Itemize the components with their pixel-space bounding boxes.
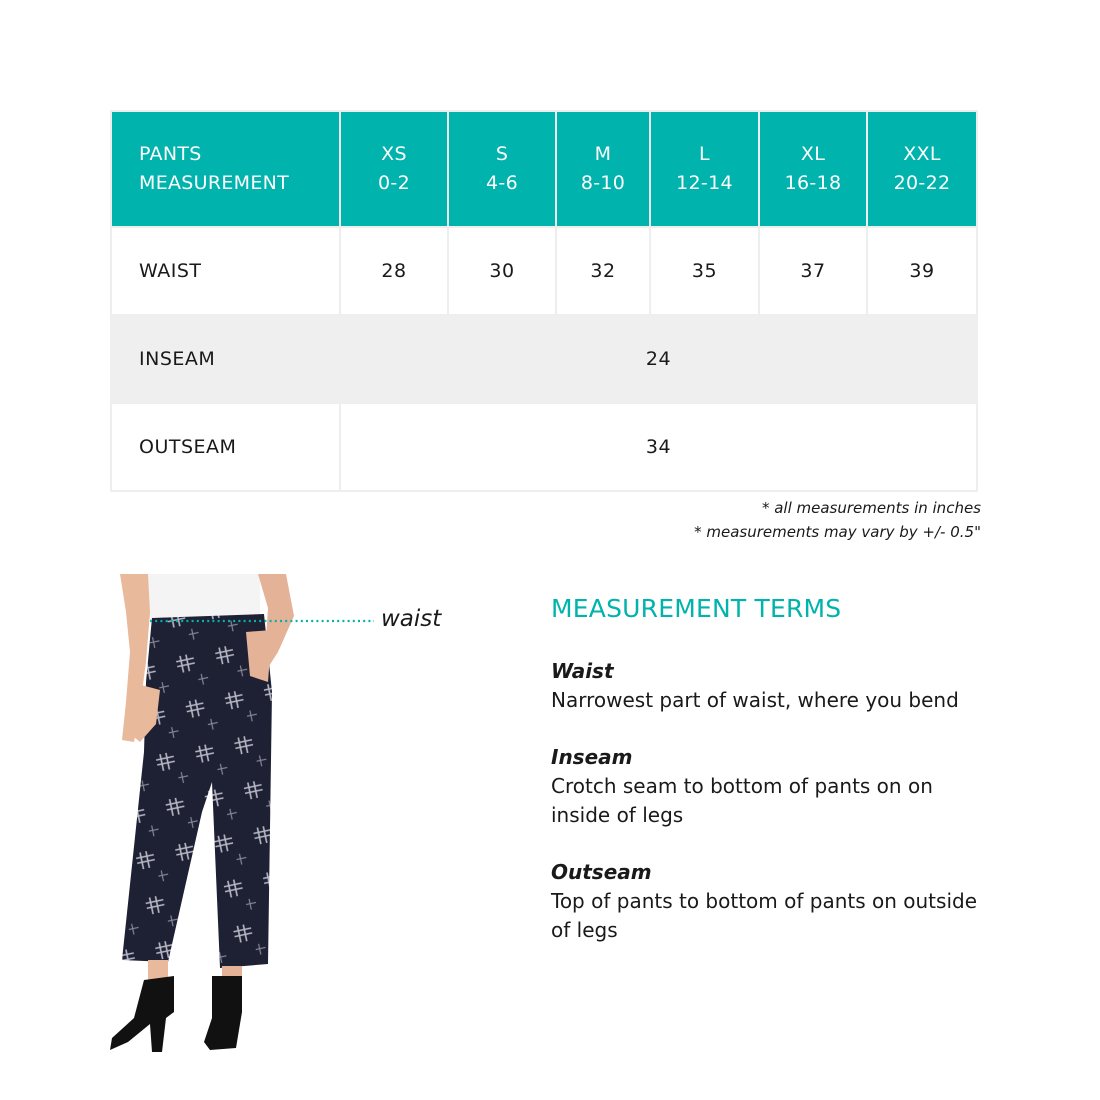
header-size-l: L 12-14: [650, 111, 759, 227]
table-row-waist: [111, 227, 977, 315]
measurement-terms: [551, 594, 991, 973]
row-label: WAIST: [111, 227, 340, 315]
term-description: Narrowest part of waist, where you bend: [551, 688, 959, 712]
term-waist: [551, 657, 991, 715]
measurement-notes: [694, 496, 981, 544]
table-cell: 39: [867, 227, 977, 315]
table-row-outseam: [111, 403, 977, 491]
term-description: Crotch seam to bottom of pants on on inside of legs: [551, 774, 933, 827]
term-description: Top of pants to bottom of pants on outside of legs: [551, 889, 977, 942]
left-shoe: [110, 976, 174, 1052]
header-size-xl: XL 16-18: [759, 111, 867, 227]
right-hand: [246, 630, 272, 682]
header-size-xs: XS 0-2: [340, 111, 448, 227]
note-inches: * all measurements in inches: [761, 499, 981, 517]
table-cell: 37: [759, 227, 867, 315]
model-pants-illustration: [108, 572, 448, 1058]
term-title: Waist: [551, 659, 614, 683]
table-cell: 28: [340, 227, 448, 315]
table-row-inseam: [111, 315, 977, 403]
note-variance: * measurements may vary by +/- 0.5": [694, 523, 981, 541]
term-title: Inseam: [551, 745, 633, 769]
header-size-s: S 4-6: [448, 111, 556, 227]
table-cell: 32: [556, 227, 650, 315]
row-label: INSEAM: [111, 315, 340, 403]
table-cell: 34: [340, 403, 977, 491]
right-shoe: [204, 976, 242, 1050]
term-outseam: [551, 858, 991, 945]
term-title: Outseam: [551, 860, 652, 884]
table-cell: 35: [650, 227, 759, 315]
header-size-m: M 8-10: [556, 111, 650, 227]
waist-label: waist: [381, 606, 442, 632]
terms-heading: MEASUREMENT TERMS: [551, 594, 842, 623]
header-size-xxl: XXL 20-22: [867, 111, 977, 227]
size-chart-table: [110, 110, 978, 492]
table-cell: 24: [340, 315, 977, 403]
table-header-row: [111, 111, 977, 227]
table-cell: 30: [448, 227, 556, 315]
header-pants-measurement: PANTS MEASUREMENT: [111, 111, 340, 227]
row-label: OUTSEAM: [111, 403, 340, 491]
term-inseam: [551, 743, 991, 830]
